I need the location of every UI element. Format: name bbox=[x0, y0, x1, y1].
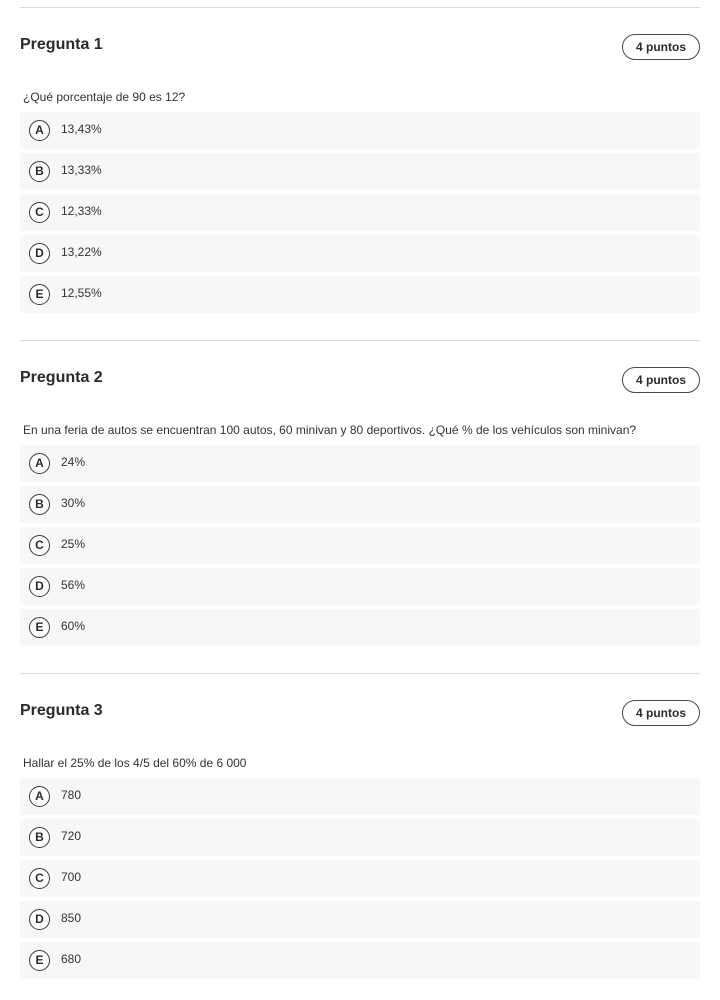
option-text: 56% bbox=[61, 578, 86, 592]
option-text: 12,33% bbox=[61, 204, 102, 218]
option-d[interactable] bbox=[20, 901, 700, 938]
option-letter: E bbox=[29, 284, 50, 305]
option-letter: A bbox=[29, 786, 50, 807]
option-text: 25% bbox=[61, 537, 86, 551]
question-header bbox=[20, 8, 700, 88]
option-text: 780 bbox=[61, 788, 82, 802]
option-letter: B bbox=[29, 494, 50, 515]
option-text: 24% bbox=[61, 455, 86, 469]
points-badge: 4 puntos bbox=[622, 34, 700, 60]
option-letter: B bbox=[29, 161, 50, 182]
option-letter: A bbox=[29, 120, 50, 141]
points-badge: 4 puntos bbox=[622, 700, 700, 726]
option-d[interactable] bbox=[20, 235, 700, 272]
question-3 bbox=[20, 673, 700, 983]
option-b[interactable] bbox=[20, 819, 700, 856]
question-title: Pregunta 1 bbox=[20, 36, 103, 53]
option-text: 13,22% bbox=[61, 245, 102, 259]
question-text: Hallar el 25% de los 4/5 del 60% de 6 000 bbox=[23, 756, 247, 770]
option-text: 30% bbox=[61, 496, 86, 510]
option-e[interactable] bbox=[20, 276, 700, 313]
option-letter: D bbox=[29, 909, 50, 930]
option-c[interactable] bbox=[20, 860, 700, 897]
question-2 bbox=[20, 340, 700, 650]
option-d[interactable] bbox=[20, 568, 700, 605]
option-text: 60% bbox=[61, 619, 86, 633]
option-c[interactable] bbox=[20, 527, 700, 564]
option-text: 13,43% bbox=[61, 122, 102, 136]
option-letter: E bbox=[29, 617, 50, 638]
option-letter: B bbox=[29, 827, 50, 848]
option-e[interactable] bbox=[20, 942, 700, 979]
question-text: ¿Qué porcentaje de 90 es 12? bbox=[23, 90, 186, 104]
option-letter: D bbox=[29, 576, 50, 597]
options-list bbox=[20, 445, 700, 646]
question-title: Pregunta 3 bbox=[20, 702, 103, 719]
option-text: 850 bbox=[61, 911, 82, 925]
option-letter: D bbox=[29, 243, 50, 264]
option-letter: E bbox=[29, 950, 50, 971]
option-letter: C bbox=[29, 202, 50, 223]
option-text: 700 bbox=[61, 870, 82, 884]
question-header bbox=[20, 341, 700, 421]
option-c[interactable] bbox=[20, 194, 700, 231]
question-title: Pregunta 2 bbox=[20, 369, 103, 386]
option-e[interactable] bbox=[20, 609, 700, 646]
option-text: 720 bbox=[61, 829, 82, 843]
option-letter: C bbox=[29, 868, 50, 889]
option-a[interactable] bbox=[20, 445, 700, 482]
question-1 bbox=[20, 7, 700, 317]
option-letter: C bbox=[29, 535, 50, 556]
question-text: En una feria de autos se encuentran 100 autos, 60 minivan y 80 deportivos. ¿Qué % de los vehículos son minivan? bbox=[23, 423, 637, 437]
option-b[interactable] bbox=[20, 486, 700, 523]
points-badge: 4 puntos bbox=[622, 367, 700, 393]
option-text: 680 bbox=[61, 952, 82, 966]
option-text: 13,33% bbox=[61, 163, 102, 177]
option-a[interactable] bbox=[20, 778, 700, 815]
option-letter: A bbox=[29, 453, 50, 474]
options-list bbox=[20, 778, 700, 979]
option-text: 12,55% bbox=[61, 286, 102, 300]
option-b[interactable] bbox=[20, 153, 700, 190]
option-a[interactable] bbox=[20, 112, 700, 149]
question-header bbox=[20, 674, 700, 754]
options-list bbox=[20, 112, 700, 313]
